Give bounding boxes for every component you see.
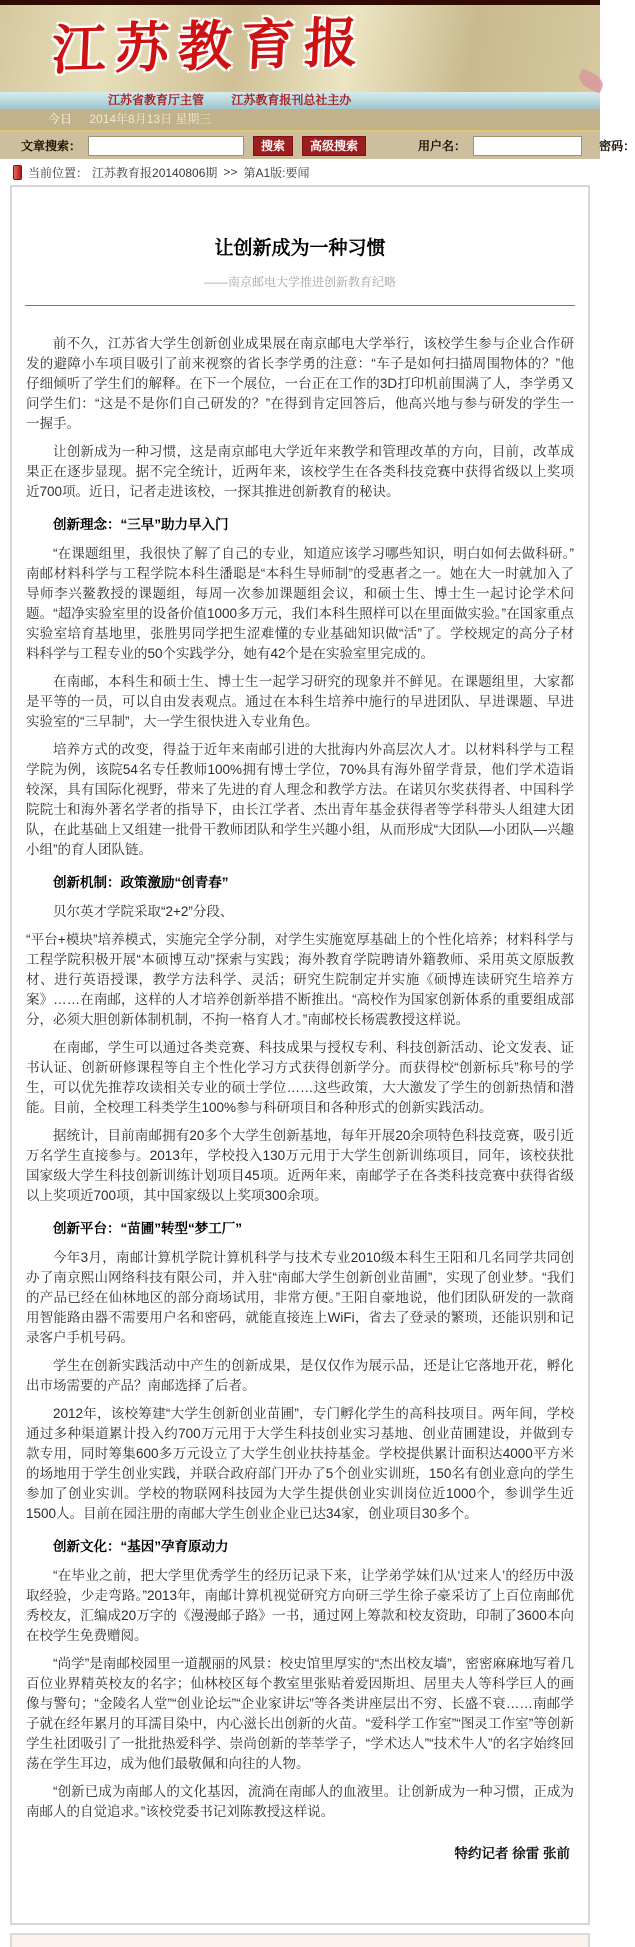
- advanced-search-button[interactable]: 高级搜索: [302, 136, 366, 156]
- section-heading: 创新理念：“三早”助力早入门: [53, 517, 229, 532]
- paragraph: 让创新成为一种习惯，这是南京邮电大学近年来教学和管理改革的方向，目前，改革成果正在逐步显现。据不完全统计，近两年来，该校学生在各类科技竞赛中获得省级以上奖项近700项。近日，记者走进该校，一探其推进创新教育的秘诀。: [26, 444, 574, 499]
- paragraph: 培养方式的改变，得益于近年来南邮引进的大批海内外高层次人才。以材料科学与工程学院为例，该院54名专任教师100%拥有博士学位，70%具有海外留学背景，他们学术造诣较深，具有国际化视野，带来了先进的育人理念和教学方法。在诺贝尔奖获得者、中国科学院院士和海外著名学者的指导下，由长江学者、杰出青年基金获得者等学科带头人组建大团队，在此基础上又组建一批骨干教师团队和学生兴趣小组，从而形成“大团队—小团队—兴趣小组”的育人团队链。: [26, 742, 574, 857]
- paragraph: “尚学”是南邮校园里一道靓丽的风景：校史馆里厚实的“杰出校友墙”，密密麻麻地写着几百位业界精英校友的名字；仙林校区每个教室里张贴着爱因斯坦、居里夫人等科学巨人的画像与警句；“金陵名人堂”“创业论坛”“企业家讲坛”等各类讲座层出不穷、长盛不衰……南邮学子就在经年累月的耳濡目染中，内心滋长出创新的火苗。“爱科学工作室”“图灵工作室”等创新学生社团吸引了一批批热爱科学、崇尚创新的莘莘学子，“学术达人”“技术牛人”的名字始终回荡在学生耳边，成为他们最敬佩和向往的人物。: [26, 1656, 574, 1771]
- supervisor-text: 江苏省教育厅主管: [108, 93, 205, 107]
- section-heading: 创新文化：“基因”孕育原动力: [53, 1539, 229, 1554]
- paragraph: “在课题组里，我很快了解了自己的专业，知道应该学习哪些知识，明白如何去做科研。”南邮材料科学与工程学院本科生潘聪是“本科生导师制”的受惠者之一。她在大一时就加入了导师李兴鳌教授的课题组，每周一次参加课题组会议，和硕士生、博士生一起讨论学术问题。“超净实验室里的设备价值1000多万元，我们本科生照样可以在里面做实验。”在国家重点实验室培育基地里，张胜男同学把生涩难懂的专业基础知识做“活”了。学校规定的高分子材料科学与工程专业的50个实践学分，她有42个是在实验室里完成的。: [26, 546, 574, 661]
- paragraph: 贝尔英才学院采取“2+2”分段、: [53, 904, 234, 919]
- article-title: 让创新成为一种习惯: [214, 238, 386, 259]
- password-label: 密码：: [599, 139, 635, 153]
- search-button[interactable]: 搜索: [253, 136, 293, 156]
- paragraph: “创新已成为南邮人的文化基因，流淌在南邮人的血液里。让创新成为一种习惯，正成为南邮人的自觉追求。”该校党委书记刘陈教授这样说。: [26, 1784, 574, 1819]
- paragraph: “在毕业之前，把大学里优秀学生的经历记录下来，让学弟学妹们从‘过来人’的经历中汲取经验，少走弯路。”2013年，南邮计算机视觉研究方向研三学生徐子豪采访了上百位南邮优秀校友，汇编成20万字的《漫漫邮子路》一书，通过网上筹款和校友资助，印制了3600本向在校学生免费赠阅。: [26, 1568, 574, 1643]
- username-input[interactable]: [473, 136, 582, 156]
- section-heading: 创新机制：政策激励“创青春”: [53, 875, 229, 890]
- date-bar: [0, 109, 600, 130]
- breadcrumb-section-link[interactable]: 第A1版:要闻: [243, 165, 310, 180]
- section-heading: 创新平台：“苗圃”转型“梦工厂”: [53, 1221, 242, 1236]
- breadcrumb: [0, 159, 600, 185]
- username-label: 用户名：: [418, 139, 467, 153]
- article-panel: [10, 185, 590, 1925]
- breadcrumb-issue-link[interactable]: 江苏教育报20140806期: [92, 165, 218, 180]
- paragraph: 在南邮，学生可以通过各类竞赛、科技成果与授权专利、科技创新活动、论文发表、证书认证、创新研修课程等自主个性化学习方式获得创新学分。而获得校“创新标兵”称号的学生，可以优先推荐攻读相关专业的硕士学位……这些政策，大大激发了学生的创新热情和潜能。目前，全校理工科类学生100%参与科研项目和各种形式的创新实践活动。: [26, 1040, 574, 1115]
- paragraph: 2012年，该校筹建“大学生创新创业苗圃”，专门孵化学生的高科技项目。两年间，学校通过多种渠道累计投入约700万元用于大学生科技创业实习基地、创业苗圃建设，并做到专款专用，同时筹集600多万元设立了大学生创业扶持基金。学校提供累计面积达4000平方米的场地用于学生创业实践，并联合政府部门开办了5个创业实训班，150名有创业意向的学生参加了创业实训。学校的物联网科技园为大学生提供创业实训岗位近1000个，参训学生近1500人。目前在园注册的南邮大学生创业企业已达34家，创业项目30多个。: [26, 1406, 574, 1521]
- next-section-box-edge: [10, 1933, 590, 1947]
- paragraph: “平台+模块”培养模式，实施完全学分制，对学生实施宽厚基础上的个性化培养；材料科学与工程学院积极开展“本硕博互动”探索与实践；海外教育学院聘请外籍教师、采用英文原版教材、进行英语授课，教学方法科学、灵活；研究生院制定并实施《硕博连读研究生培养方案》……在南邮，这样的人才培养创新举措不断推出。“高校作为国家创新体系的重要组成部分，必须大胆创新体制机制，不拘一格育人才。”南邮校长杨震教授这样说。: [26, 932, 574, 1027]
- organizer-text: 江苏教育报刊总社主办: [231, 93, 352, 107]
- masthead: [0, 5, 600, 92]
- article-subtitle: ——南京邮电大学推进创新教育纪略: [203, 275, 396, 289]
- paragraph: 今年3月，南邮计算机学院计算机科学与技术专业2010级本科生王阳和几名同学共同创办了南京熙山网络科技有限公司，并入驻“南邮大学生创新创业苗圃”，实现了创业梦。“我们的产品已经在仙林地区的部分商场试用，非常方便。”王阳自豪地说，他们团队研发的一款商用智能路由器不需要用户名和密码，就能直接连上WiFi，省去了登录的繁琐，还能识别和记录客户手机号码。: [26, 1250, 574, 1345]
- article-body: [12, 306, 588, 1822]
- today-label: 今日: [48, 112, 73, 126]
- site-logo: 江苏教育报: [50, 12, 369, 82]
- paragraph: 在南邮，本科生和硕士生、博士生一起学习研究的现象并不鲜见。在课题组里，大家都是平等的一员，可以自由发表观点。通过在本科生培养中施行的早进团队、早进课题、早进实验室的“三早制”，大一学生很快进入专业角色。: [26, 674, 574, 729]
- paragraph: 学生在创新实践活动中产生的创新成果，是仅仅作为展示品，还是让它落地开花，孵化出市场需要的产品？南邮选择了后者。: [26, 1358, 574, 1393]
- search-toolbar: [0, 130, 635, 159]
- article-search-input[interactable]: [88, 136, 244, 156]
- breadcrumb-separator: >>: [223, 165, 238, 179]
- paragraph: 据统计，目前南邮拥有20多个大学生创新基地，每年开展20余项特色科技竞赛，吸引近万名学生直接参与。2013年，学校投入130万元用于大学生创新训练项目，同年，该校获批国家级大学生科技创新训练计划项目45项。近两年来，南邮学子在各类科技竞赛中获得省级以上奖项近700项，其中国家级以上奖项300余项。: [26, 1128, 574, 1203]
- article-byline: 特约记者 徐雷 张前: [454, 1846, 570, 1861]
- article-search-label: 文章搜索：: [21, 139, 82, 153]
- current-date: 2014年8月13日 星期三: [89, 112, 212, 126]
- breadcrumb-location-label: 当前位置：: [28, 165, 89, 180]
- breadcrumb-marker-icon: [13, 165, 22, 180]
- banner-pen-decoration: [576, 68, 606, 93]
- paragraph: 前不久，江苏省大学生创新创业成果展在南京邮电大学举行，该校学生参与企业合作研发的避障小车项目吸引了前来视察的省长李学勇的注意：“车子是如何扫描周围物体的？”他仔细倾听了学生们的解释。在下一个展位，一台正在工作的3D打印机前围满了人，李学勇又问学生们：“这是不是你们自己研发的？”在得到肯定回答后，他高兴地与参与研发的学生一一握手。: [26, 336, 574, 431]
- sponsor-bar: [0, 92, 600, 109]
